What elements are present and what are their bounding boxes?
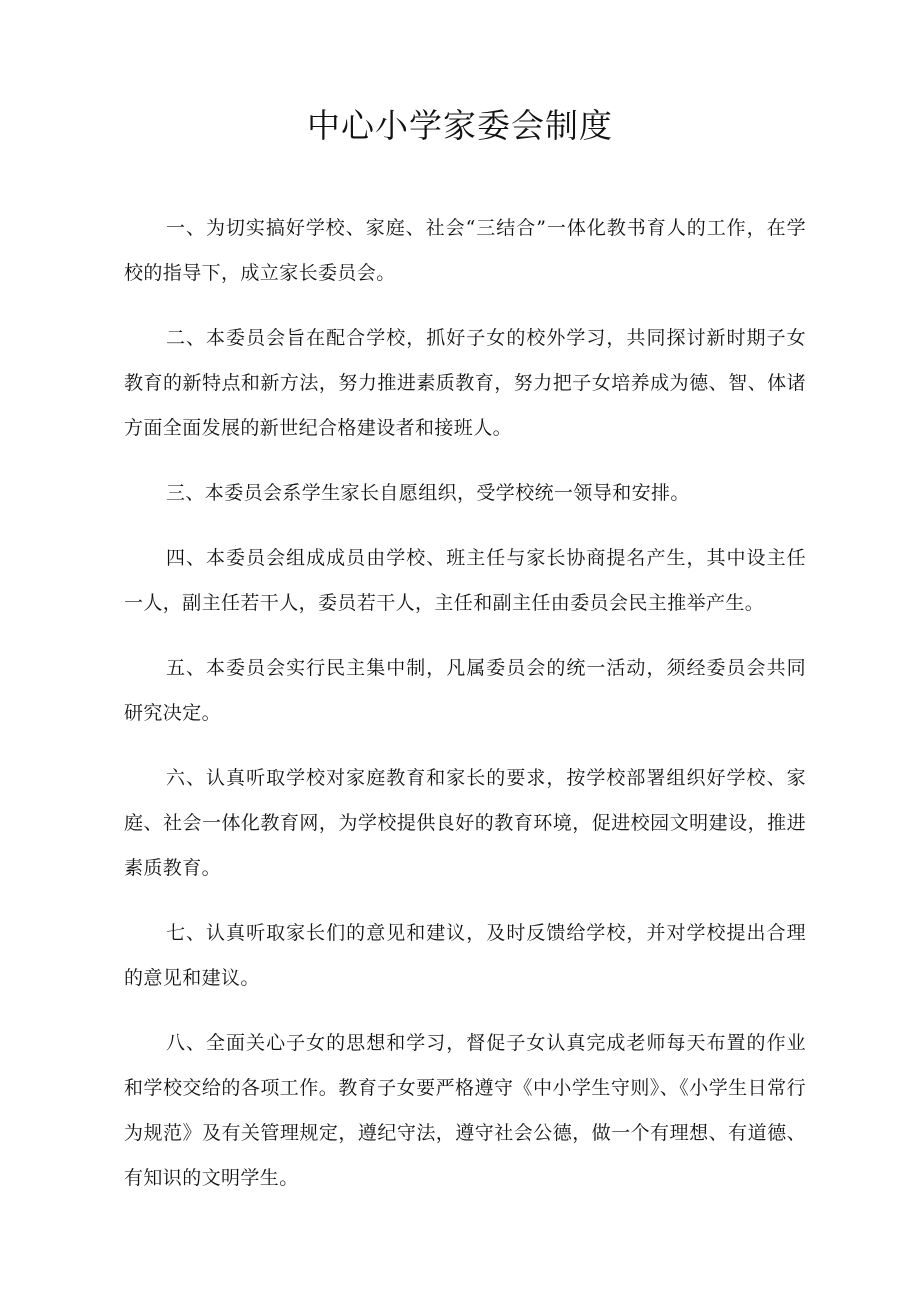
paragraph-4: 四、本委员会组成成员由学校、班主任与家长协商提名产生，其中设主任一人，副主任若干人，委员若干人，主任和副主任由委员会民主推举产生。: [124, 547, 806, 614]
paragraph-7: 七、认真听取家长们的意见和建议，及时反馈给学校，并对学校提出合理的意见和建议。: [124, 922, 806, 989]
paragraph-8: 八、全面关心子女的思想和学习，督促子女认真完成老师每天布置的作业和学校交给的各项工作。教育子女要严格遵守《中小学生守则》、《小学生日常行为规范》及有关管理规定，遵纪守法，遵守社会公德，做一个有理想、有道德、有知识的文明学生。: [124, 1032, 806, 1189]
paragraph-1: 一、为切实搞好学校、家庭、社会“三结合”一体化教书育人的工作，在学校的指导下，成立家长委员会。: [124, 217, 806, 284]
paragraph-5: 五、本委员会实行民主集中制，凡属委员会的统一活动，须经委员会共同研究决定。: [124, 657, 806, 724]
paragraph-2: 二、本委员会旨在配合学校，抓好子女的校外学习，共同探讨新时期子女教育的新特点和新方法，努力推进素质教育，努力把子女培养成为德、智、体诸方面全面发展的新世纪合格建设者和接班人。: [124, 327, 806, 439]
paragraph-3: 三、本委员会系学生家长自愿组织，受学校统一领导和安排。: [166, 482, 690, 504]
document-title: 中心小学家委会制度: [307, 106, 613, 145]
document-body: [124, 206, 806, 1221]
paragraph-6: 六、认真听取学校对家庭教育和家长的要求，按学校部署组织好学校、家庭、社会一体化教育网，为学校提供良好的教育环境，促进校园文明建设，推进素质教育。: [124, 767, 806, 879]
